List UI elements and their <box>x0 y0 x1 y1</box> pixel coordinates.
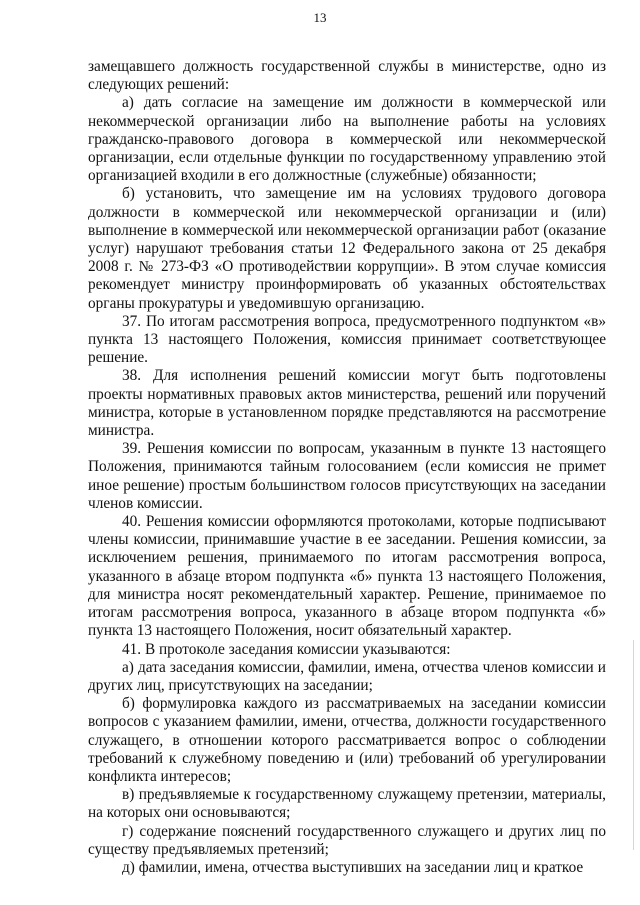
paragraph-37: 37. По итогам рассмотрения вопроса, предусмотренного подпунктом «в» пункта 13 настоящего Положения, комиссия принимает соответствующее решение. <box>88 312 606 367</box>
paragraph-continuation: замещавшего должность государственной службы в министерстве, одно из следующих решений: <box>88 58 606 94</box>
paragraph-38: 38. Для исполнения решений комиссии могут быть подготовлены проекты нормативных правовых актов министерства, решений или поручений министра, которые в установленном порядке представляются на рассмотрение министра. <box>88 367 606 440</box>
paragraph-39: 39. Решения комиссии по вопросам, указанным в пункте 13 настоящего Положения, принимаются тайным голосованием (если комиссия не примет иное решение) простым большинством голосов присутствующих на заседании членов комиссии. <box>88 440 606 512</box>
paragraph-41-item-v: в) предъявляемые к государственному служащему претензии, материалы, на которых они основываются; <box>88 786 606 822</box>
paragraph-41-item-a: а) дата заседания комиссии, фамилии, имена, отчества членов комиссии и других лиц, присутствующих на заседании; <box>88 658 606 694</box>
paragraph-41-item-d: д) фамилии, имена, отчества выступивших на заседании лиц и краткое <box>122 858 584 876</box>
paragraph-41-item-b: б) формулировка каждого из рассматриваемых на заседании комиссии вопросов с указанием фамилии, имени, отчества, должности государственного служащего, в отношении которого рассматривается вопрос о соблюдении требований к служебному поведению и (или) требований об урегулировании конфликта интересов; <box>88 695 606 785</box>
page-number: 13 <box>313 10 327 25</box>
paragraph-40: 40. Решения комиссии оформляются протоколами, которые подписывают члены комиссии, принимавшие участие в ее заседании. Решения комиссии, за исключением решения, принимаемого по итогам рассмотрения вопроса, указанного в абзаце втором подпункта «б» пункта 13 настоящего Положения, для министра носят рекомендательный характер. Решение, принимаемое по итогам рассмотрения вопроса, указанного в абзаце втором подпункта «б» пункта 13 настоящего Положения, носит обязательный характер. <box>88 513 606 640</box>
paragraph-41-item-g: г) содержание пояснений государственного служащего и других лиц по существу предъявляемых претензий; <box>88 822 606 858</box>
paragraph-41: 41. В протоколе заседания комиссии указываются: <box>122 640 451 658</box>
paragraph-item-a-consent: а) дать согласие на замещение им должности в коммерческой или некоммерческой организации либо на выполнение работы на условиях гражданско-правового договора в коммерческой или некоммерческой организации, если отдельные функции по государственному управлению этой организацией входили в его должностные (служебные) обязанности; <box>88 94 606 185</box>
paragraph-item-b-violation: б) установить, что замещение им на условиях трудового договора должности в коммерческой или некоммерческой организации и (или) выполнение в коммерческой или некоммерческой организации работ (оказание услуг) нарушают требования статьи 12 Федерального закона от 25 декабря 2008 г. № 273-ФЗ «О противодействии коррупции». В этом случае комиссия рекомендует министру проинформировать об указанных обстоятельствах органы прокуратуры и уведомившую организацию. <box>88 185 606 312</box>
document-body <box>88 58 606 877</box>
scan-edge-mark <box>633 640 634 850</box>
